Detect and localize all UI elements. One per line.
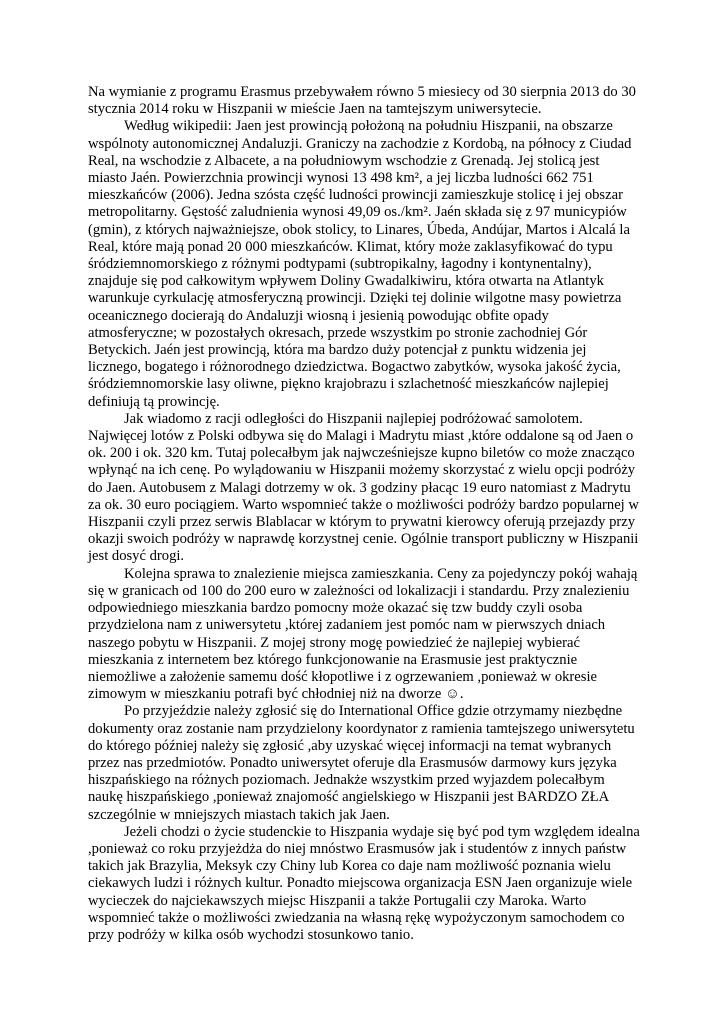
paragraph-accommodation: Kolejna sprawa to znalezienie miejsca zamieszkania. Ceny za pojedynczy pokój wahają się w granicach od 100 do 200 euro w zależności od lokalizacji i standardu. Przy znalezieniu odpowiedniego mieszkania bardzo pomocny może okazać się tzw buddy czyli osoba przydzielona nam z uniwersytetu ,której zadaniem jest pomóc nam w pierwszych dniach naszego pobytu w Hiszpanii. Z mojej strony mogę powiedzieć że najlepiej wybierać mieszkania z internetem bez którego funkcjonowanie na Erasmusie jest praktycznie niemożliwe a założenie samemu dość kłopotliwe i z ogrzewaniem ,ponieważ w okresie zimowym w mieszkaniu potrafi być chłodniej niż na dworze ☺. [88, 565, 638, 703]
document-page [88, 84, 640, 944]
paragraph-travel: Jak wiadomo z racji odległości do Hiszpanii najlepiej podróżować samolotem. Najwięcej lotów z Polski odbywa się do Malagi i Madrytu miast ,które oddalone są od Jaen o ok. 200 i ok. 320 km. Tutaj polecałbym jak najwcześniejsze kupno biletów co może znacząco wpłynąć na ich cenę. Po wylądowaniu w Hiszpanii możemy skorzystać z wielu opcji podróży do Jaen. Autobusem z Malagi dotrzemy w ok. 3 godziny płacąc 19 euro natomiast z Madrytu za ok. 30 euro pociągiem. Warto wspomnieć także o możliwości podróży bardzo popularnej w Hiszpanii czyli przez serwis Blablacar w którym to prywatni kierowcy oferują przejazdy przy okazji swoich podróży w naprawdę korzystnej cenie. Ogólnie transport publiczny w Hiszpanii jest dosyć drogi. [88, 410, 639, 565]
paragraph-international-office: Po przyjeździe należy zgłosić się do International Office gdzie otrzymamy niezbędne dokumenty oraz zostanie nam przydzielony koordynator z ramienia tamtejszego uniwersytetu do którego później należy się zgłosić ,aby uzyskać więcej informacji na temat wybranych przez nas przedmiotów. Ponadto uniwersytet oferuje dla Erasmusów darmowy kurs języka hiszpańskiego na różnych poziomach. Jednakże wszystkim przed wyjazdem polecałbym naukę hiszpańskiego ,ponieważ znajomość angielskiego w Hiszpanii jest BARDZO ZŁA szczególnie w mniejszych miastach takich jak Jaen. [88, 703, 635, 823]
paragraph-about-jaen: Według wikipedii: Jaen jest prowincją położoną na południu Hiszpanii, na obszarze wspólnoty autonomicznej Andaluzji. Graniczy na zachodzie z Kordobą, na północy z Ciudad Real, na wschodzie z Albacete, a na południowym wschodzie z Grenadą. Jej stolicą jest miasto Jaén. Powierzchnia prowincji wynosi 13 498 km², a jej liczba ludności 662 751 mieszkańców (2006). Jedna szósta część ludności prowincji zamieszkuje stolicę i jej obszar metropolitarny. Gęstość zaludnienia wynosi 49,09 os./km². Jaén składa się z 97 municypiów (gmin), z których najważniejsze, obok stolicy, to Linares, Úbeda, Andújar, Martos i Alcalá la Real, które mają ponad 20 000 mieszkańców. Klimat, który może zaklasyfikować do typu śródziemnomorskiego z różnymi podtypami (subtropikalny, łagodny i kontynentalny), znajduje się pod całkowitym wpływem Doliny Gwadalkiwiru, która otwarta na Atlantyk warunkuje cyrkulację atmosferyczną prowincji. Dzięki tej dolinie wilgotne masy powietrza oceanicznego docierają do Andaluzji wiosną i jesienią powodując obfite opady atmosferyczne; w pozostałych okresach, przede wszystkim po stronie zachodniej Gór Betyckich. Jaén jest prowincją, która ma bardzo duży potencjał z punktu widzenia jej licznego, bogatego i różnorodnego dziedzictwa. Bogactwo zabytków, wysoka jakość życia, śródziemnomorskie lasy oliwne, piękno krajobrazu i szlachetność mieszkańców najlepiej definiują tą prowincję. [88, 118, 632, 410]
paragraph-intro: Na wymianie z programu Erasmus przebywałem równo 5 miesiecy od 30 sierpnia 2013 do 30 stycznia 2014 roku w Hiszpanii w mieście Jaen na tamtejszym uniwersytecie. [88, 84, 636, 118]
paragraph-student-life: Jeżeli chodzi o życie studenckie to Hiszpania wydaje się być pod tym względem idealna ,ponieważ co roku przyjeżdża do niej mnóstwo Erasmusów jak i studentów z innych państw takich jak Brazylia, Meksyk czy Chiny lub Korea co daje nam możliwość poznania wielu ciekawych ludzi i różnych kultur. Ponadto miejscowa organizacja ESN Jaen organizuje wiele wycieczek do najciekawszych miejsc Hiszpanii a także Portugalii czy Maroka. Warto wspomnieć także o możliwości zwiedzania na własną rękę wypożyczonym samochodem co przy podróży w kilka osób wychodzi stosunkowo tanio. [88, 823, 640, 943]
